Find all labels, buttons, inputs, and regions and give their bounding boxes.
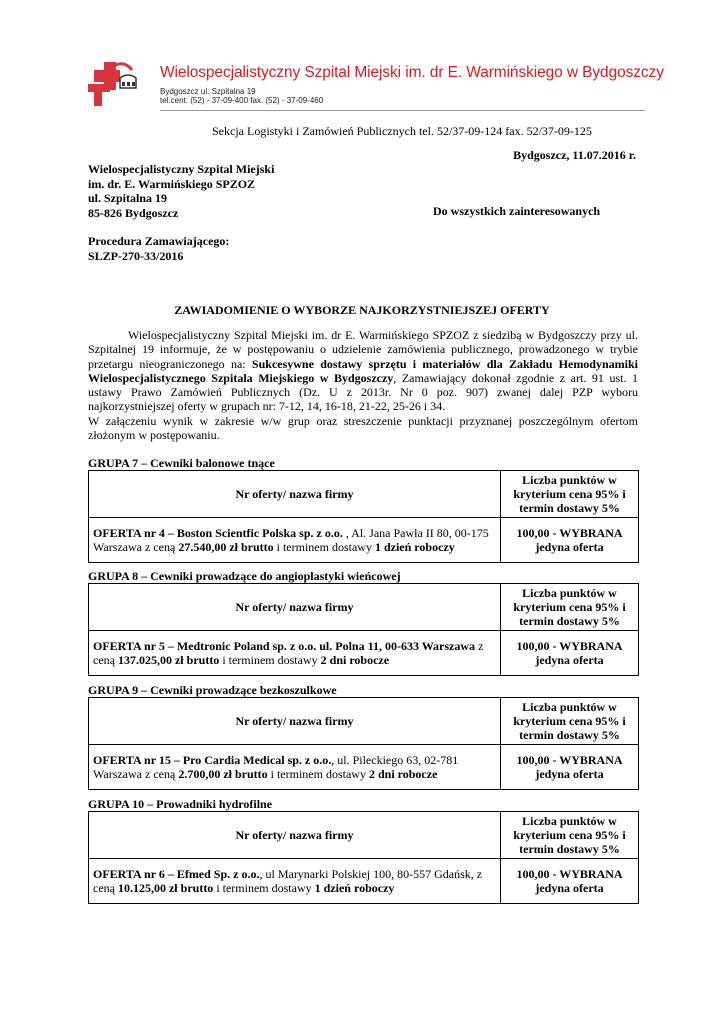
offer-cell bbox=[89, 859, 501, 904]
sender-address bbox=[88, 162, 274, 220]
offer-delivery: 1 dzień roboczy bbox=[374, 540, 455, 554]
body-p1-start: Wielospecjalistyczny Szpital Miejski im. dr E. Warmińskiego SPZOZ z siedzibą w Bydgoszczy przy ul. Szpitalnej 19 informuje, że w postępowaniu o udzielenie zamówienia publicznego, prowadzonego w trybie przetargu nieograniczonego na: bbox=[88, 328, 638, 371]
group-7 bbox=[88, 456, 639, 563]
address-line: Bydgoszcz ul. Szpitalna 19 bbox=[160, 87, 256, 96]
offer-delivery: 2 dni robocze bbox=[368, 767, 438, 781]
group-title: GRUPA 7 – Cewniki balonowe tnące bbox=[88, 456, 275, 470]
score-cell bbox=[501, 518, 639, 563]
offer-delivery-label: i terminem dostawy bbox=[213, 881, 315, 895]
header-offer: Nr oferty/ nazwa firmy bbox=[89, 812, 501, 859]
header-points: Liczba punktów w kryterium cena 95% i termin dostawy 5% bbox=[501, 584, 639, 631]
document-date: Bydgoszcz, 11.07.2016 r. bbox=[513, 148, 636, 162]
table-row bbox=[89, 859, 639, 904]
offer-name: OFERTA nr 15 – Pro Cardia Medical sp. z o.o. bbox=[93, 753, 332, 767]
body-paragraph-2: W załączeniu wynik w zakresie w/w grup oraz streszczenie punktacji przyznanej poszczególnym ofertom złożonym w postępowaniu. bbox=[88, 413, 638, 443]
group-10 bbox=[88, 797, 639, 904]
header-points: Liczba punktów w kryterium cena 95% i termin dostawy 5% bbox=[501, 698, 639, 745]
offer-price: 27.540,00 zł brutto bbox=[178, 540, 274, 554]
phone-line: tel.cent. (52) - 37-09-400 fax. (52) - 37-09-460 bbox=[160, 96, 324, 105]
offer-name: OFERTA nr 5 – Medtronic Poland sp. z o.o. ul. Polna 11, 00-633 Warszawa bbox=[93, 639, 476, 653]
offer-price: 137.025,00 zł brutto bbox=[117, 653, 220, 667]
group-title: GRUPA 9 – Cewniki prowadzące bezkoszulkowe bbox=[88, 683, 337, 697]
offer-cell bbox=[89, 518, 501, 563]
offer-cell bbox=[89, 745, 501, 790]
table-row bbox=[89, 518, 639, 563]
offer-address: , ul Marynarki Polskiej 100, 80-557 Gdańsk, z ceną bbox=[93, 867, 483, 895]
score-cell bbox=[501, 859, 639, 904]
sender-line-4: 85-826 Bydgoszcz bbox=[88, 205, 179, 220]
results-table bbox=[88, 470, 639, 563]
offer-delivery-label: i terminem dostawy bbox=[219, 653, 321, 667]
offer-price: 2.700,00 zł brutto bbox=[178, 767, 268, 781]
header-points: Liczba punktów w kryterium cena 95% i termin dostawy 5% bbox=[501, 812, 639, 859]
offer-delivery-label: i terminem dostawy bbox=[273, 540, 375, 554]
body-p1-subject: Sukcesywne dostawy sprzętu i materiałów dla Zakładu Hemodynamiki Wielospecjalistycznego Szpitala Miejskiego w Bydgoszczy bbox=[88, 356, 638, 385]
offer-name: OFERTA nr 4 – Boston Scientfic Polska sp. z o.o. bbox=[93, 526, 343, 540]
body-paragraph-1 bbox=[88, 328, 638, 414]
section-contact-line: Sekcja Logistyki i Zamówień Publicznych tel. 52/37-09-124 fax. 52/37-09-125 bbox=[212, 124, 592, 138]
score-note: jedyna oferta bbox=[535, 653, 604, 667]
header-offer: Nr oferty/ nazwa firmy bbox=[89, 698, 501, 745]
hospital-logo-icon bbox=[84, 56, 140, 112]
notice-title: ZAWIADOMIENIE O WYBORZE NAJKORZYSTNIEJSZEJ OFERTY bbox=[174, 303, 550, 317]
score-cell bbox=[501, 745, 639, 790]
results-table bbox=[88, 697, 639, 790]
procedure-number: SLZP-270-33/2016 bbox=[88, 248, 184, 263]
sender-line-1: Wielospecjalistyczny Szpital Miejski bbox=[88, 162, 275, 176]
offer-name: OFERTA nr 6 – Efmed Sp. z o.o. bbox=[93, 867, 260, 881]
sender-line-3: ul. Szpitalna 19 bbox=[88, 191, 168, 205]
score: 100,00 - WYBRANA bbox=[516, 753, 623, 767]
offer-price: 10.125,00 zł brutto bbox=[117, 881, 214, 895]
header-offer: Nr oferty/ nazwa firmy bbox=[89, 584, 501, 631]
sender-line-2: im. dr. E. Warmińskiego SPZOZ bbox=[88, 176, 256, 191]
score-cell bbox=[501, 631, 639, 676]
score: 100,00 - WYBRANA bbox=[516, 526, 623, 540]
offer-delivery-label: i terminem dostawy bbox=[267, 767, 369, 781]
header-divider bbox=[160, 110, 645, 111]
table-row bbox=[89, 745, 639, 790]
group-title: GRUPA 10 – Prowadniki hydrofilne bbox=[88, 797, 273, 811]
offer-address: , Al. Jana Pawła II 80, 00-175 Warszawa z ceną bbox=[93, 526, 489, 554]
procedure-label: Procedura Zamawiającego: bbox=[88, 234, 230, 248]
group-8 bbox=[88, 569, 639, 676]
offer-address: , ul. Pileckiego 63, 02-781 Warszawa z ceną bbox=[93, 753, 459, 781]
score: 100,00 - WYBRANA bbox=[516, 867, 623, 881]
procedure-block bbox=[88, 234, 229, 263]
letterhead bbox=[84, 56, 664, 116]
notice-body bbox=[88, 328, 638, 442]
header-offer: Nr oferty/ nazwa firmy bbox=[89, 471, 501, 518]
group-title: GRUPA 8 – Cewniki prowadzące do angioplastyki wieńcowej bbox=[88, 569, 401, 583]
score-note: jedyna oferta bbox=[535, 767, 604, 781]
score: 100,00 - WYBRANA bbox=[516, 639, 623, 653]
results-table bbox=[88, 583, 639, 676]
score-note: jedyna oferta bbox=[535, 881, 604, 895]
score-note: jedyna oferta bbox=[535, 540, 604, 554]
offer-delivery: 1 dzień roboczy bbox=[314, 881, 395, 895]
hospital-name: Wielospecjalistyczny Szpital Miejski im. dr E. Warmińskiego w Bydgoszczy bbox=[160, 64, 664, 81]
body-p1-end: , Zamawiający dokonał zgodnie z art. 91 ust. 1 ustawy Prawo Zamówień Publicznych (Dz. U z 2013r. Nr 0 poz. 907) zwanej dalej PZP wyboru najkorzystniejszej oferty w grupach nr: 7-12, 14, 16-18, 21-22, 25-26 i 34. bbox=[88, 370, 638, 414]
offer-delivery: 2 dni robocze bbox=[320, 653, 390, 667]
recipient: Do wszystkich zainteresowanych bbox=[433, 204, 601, 218]
results-table bbox=[88, 811, 639, 904]
offer-cell bbox=[89, 631, 501, 676]
offer-address: z ceną bbox=[93, 639, 484, 667]
header-points: Liczba punktów w kryterium cena 95% i termin dostawy 5% bbox=[501, 471, 639, 518]
hospital-address bbox=[160, 87, 323, 105]
table-row bbox=[89, 631, 639, 676]
group-9 bbox=[88, 683, 639, 790]
